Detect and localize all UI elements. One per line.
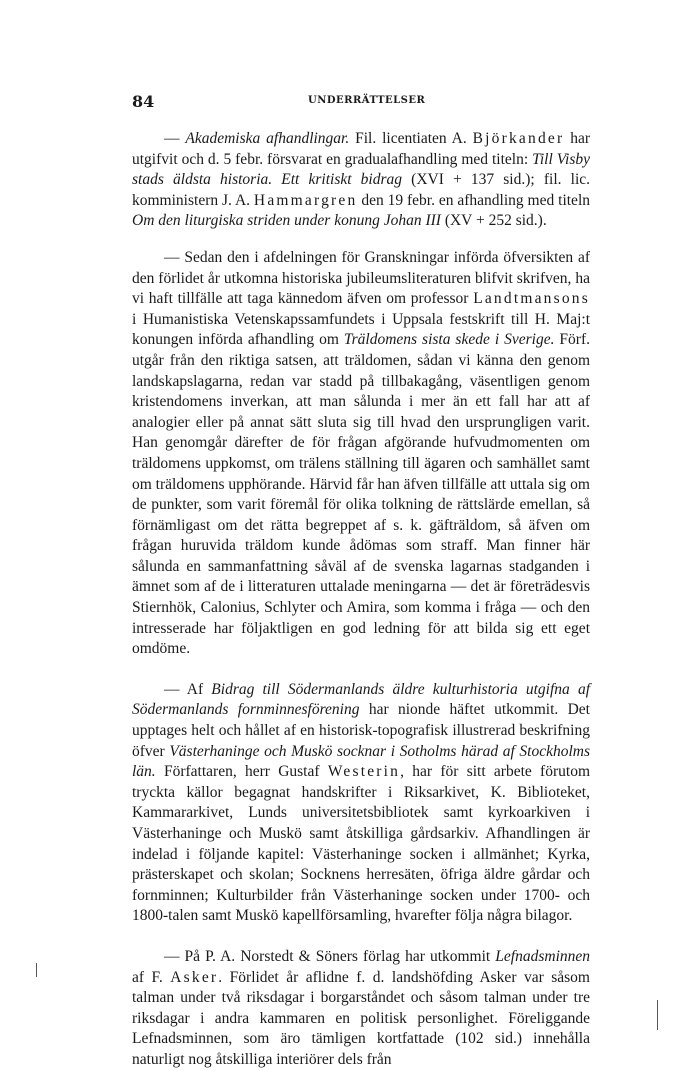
scan-mark-left bbox=[36, 963, 37, 977]
italic-title: Akademiska afhandlingar. bbox=[185, 130, 350, 147]
text-run: Författaren, herr Gustaf bbox=[155, 763, 328, 781]
scan-mark-right bbox=[657, 1000, 658, 1030]
author-name: Hammargren bbox=[253, 191, 358, 209]
text-run: — Sedan den i afdelningen för Granskningar införda öfversikten af den förlidet år utkomna historiska jubileumsliteraturen blifvit skrifven, ha vi haft tillfälle att taga kännedom äfven om professor bbox=[132, 248, 590, 308]
paragraph bbox=[132, 248, 590, 660]
italic-title: Om den liturgiska striden under konung Johan III bbox=[132, 212, 441, 230]
paragraph bbox=[132, 680, 590, 927]
text-run: har utgifvit och d. 5 febr. försvarat en gradualafhandling med titeln: bbox=[132, 130, 591, 168]
italic-title: Lefnadsminnen bbox=[495, 947, 590, 965]
notice-akademiska-afhandlingar bbox=[132, 129, 590, 232]
text-run: Fil. licentiaten A. bbox=[349, 130, 473, 147]
author-name: Landtmansons bbox=[473, 290, 590, 308]
text-run: , har för sitt arbete förutom tryckta källor begagnat handskrifter i Riksarkivet, K. Biblioteket, Kammararkivet, Lunds universitetsbibliotek samt kyrkoarkiven i Västerhaninge och Muskö samt åtskilliga gårdsarkiv. Afhandlingen är indelad i följande kapitel: Västerhaninge socken i allmänhet; Kyrka, prästerskapet och skolan; Socknens herresäten, öfriga äldre gårdar och fornminnen; Kulturbilder från Västerhaninge socken under 1700- och 1800-talen samt Muskö kapellförsamling, hvarefter följa några bilagor. bbox=[132, 763, 590, 925]
running-head: UNDERRÄTTELSER bbox=[308, 95, 426, 106]
author-name: Asker bbox=[170, 968, 219, 986]
text-run: . Förlidet år aflidne f. d. landshöfding Asker var såsom talman under två riksdagar i borgarståndet och såsom talman under tre riksdagar i andra kammaren en politisk personlighet. Föreliggande Lefnadsminnen, som äro tämligen kortfattade (102 sid.) innehålla naturligt nog åtskilliga interiörer dels från bbox=[132, 968, 590, 1068]
italic-title: Träldomens sista skede i Sverige. bbox=[343, 331, 555, 349]
paragraph bbox=[132, 129, 590, 232]
text-run: Förf. utgår från den riktiga satsen, att träldomen, sådan vi känna den genom landskapslagarna, redan var stadd på tillbakagång, väsentligen genom kristendomens inverkan, att man sålunda i mer än ett fall har att af analogier eller på annat sätt sluta sig till hvad den ursprungligen varit. Han genomgår därefter de för frågan afgörande hufvudmomenten om träldomens uppkomst, om trälens ställning till ägaren och samhället samt om träldomens upphörande. Härvid får han äfven tillfälle att uttala sig om de punkter, som varit föremål för olika tolkning de rättslärde emellan, så förnämligast om det rätta begreppet af s. k. gäfträldom, så äfven om frågan huruvida träldom kunde ådömas som straff. Man finner här sålunda en sammanfattning såväl af de svenska lagarnas stadganden i ämnet som af de i litteraturen uttalade meningarna — det är företrädesvis Stiernhök, Calonius, Schlyter och Amira, som komma i fråga — och den intresserade har följaktligen en god ledning för att bilda sig ett eget omdöme. bbox=[132, 331, 590, 658]
page-header bbox=[132, 92, 590, 112]
text-run: har nionde häftet utkommit. Det upptages helt och hållet af en historisk-topografisk illustrerad beskrifning öfver bbox=[132, 701, 590, 760]
notice-sodermanland bbox=[132, 680, 590, 927]
text-run: — På P. A. Norstedt & Söners förlag har utkommit bbox=[164, 947, 496, 965]
text-run: — Af bbox=[164, 680, 212, 698]
text-run: af F. bbox=[132, 968, 171, 986]
italic-title: Till Visby stads äldsta historia. Ett kritiskt bidrag bbox=[132, 150, 590, 189]
notice-traldomen bbox=[132, 248, 590, 660]
text-run: — bbox=[164, 130, 186, 147]
text-run: i Humanistiska Vetenskapssamfundets i Uppsala festskrift till H. Maj:t konungen införda afhandling om bbox=[132, 310, 590, 349]
page-number: 84 bbox=[132, 92, 155, 111]
text-run: den 19 febr. en afhandling med titeln bbox=[357, 191, 590, 209]
document-page bbox=[132, 92, 590, 1071]
italic-title: Västerhaninge och Muskö socknar i Sotholms härad af Stockholms län. bbox=[132, 742, 591, 781]
text-run: (XVI + 137 sid.); fil. lic. komministern J. A. bbox=[132, 171, 590, 209]
text-run: (XV + 252 sid.). bbox=[440, 212, 547, 230]
author-name: Björkander bbox=[472, 130, 565, 147]
author-name: Westerin bbox=[327, 763, 401, 781]
italic-title: Bidrag till Södermanlands äldre kulturhistoria utgifna af Södermanlands fornminnesförening bbox=[132, 680, 590, 719]
